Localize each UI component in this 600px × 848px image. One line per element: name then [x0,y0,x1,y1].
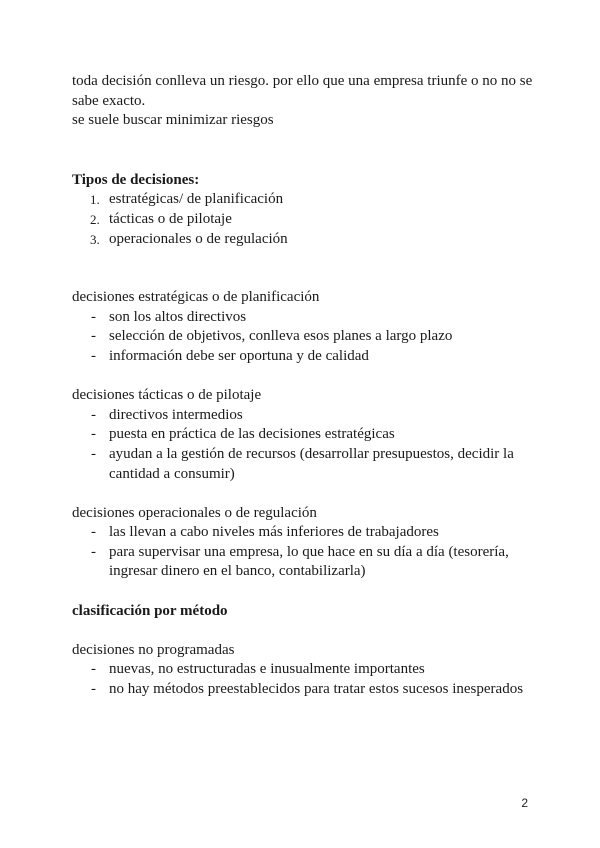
tactical-section-title: decisiones tácticas o de pilotaje [72,387,262,404]
list-item: - son los altos directivos [91,308,247,325]
decision-types-heading: Tipos de decisiones: [72,171,200,188]
operational-list [72,523,542,582]
intro-paragraph: toda decisión conlleva un riesgo. por ello que una empresa triunfe o no no se sabe exacto. [72,73,533,109]
unprogrammed-list [72,660,542,699]
list-item: - directivos intermedios [91,406,243,423]
operational-section-title: decisiones operacionales o de regulación [72,504,317,521]
list-item: - selección de objetivos, conlleva esos planes a largo plazo [91,328,453,345]
list-item: 1. estratégicas/ de planificación [90,191,284,208]
list-item: - nuevas, no estructuradas e inusualmente importantes [91,661,425,678]
strategic-section-title: decisiones estratégicas o de planificación [72,289,320,306]
page-number: 2 [521,796,528,810]
unprogrammed-section-title: decisiones no programadas [72,641,235,658]
document-page [72,72,542,700]
list-item: - puesta en práctica de las decisiones estratégicas [91,426,395,443]
list-item: - información debe ser oportuna y de calidad [91,347,369,364]
strategic-list [72,308,542,367]
list-item: 3. operacionales o de regulación [90,230,288,247]
list-item: - no hay métodos preestablecidos para tratar estos sucesos inesperados [91,681,524,698]
decision-types-list [72,190,542,249]
intro-note: se suele buscar minimizar riesgos [72,112,274,129]
list-item: - las llevan a cabo niveles más inferiores de trabajadores [91,524,439,541]
list-item: 2. tácticas o de pilotaje [90,210,232,227]
list-item: - para supervisar una empresa, lo que hace en su día a día (tesorería, ingresar dinero en el banco, contabilizarla) [91,543,509,580]
list-item: - ayudan a la gestión de recursos (desarrollar presupuestos, decidir la cantidad a consumir) [91,445,514,482]
tactical-list [72,406,542,484]
method-classification-heading: clasificación por método [72,602,228,619]
